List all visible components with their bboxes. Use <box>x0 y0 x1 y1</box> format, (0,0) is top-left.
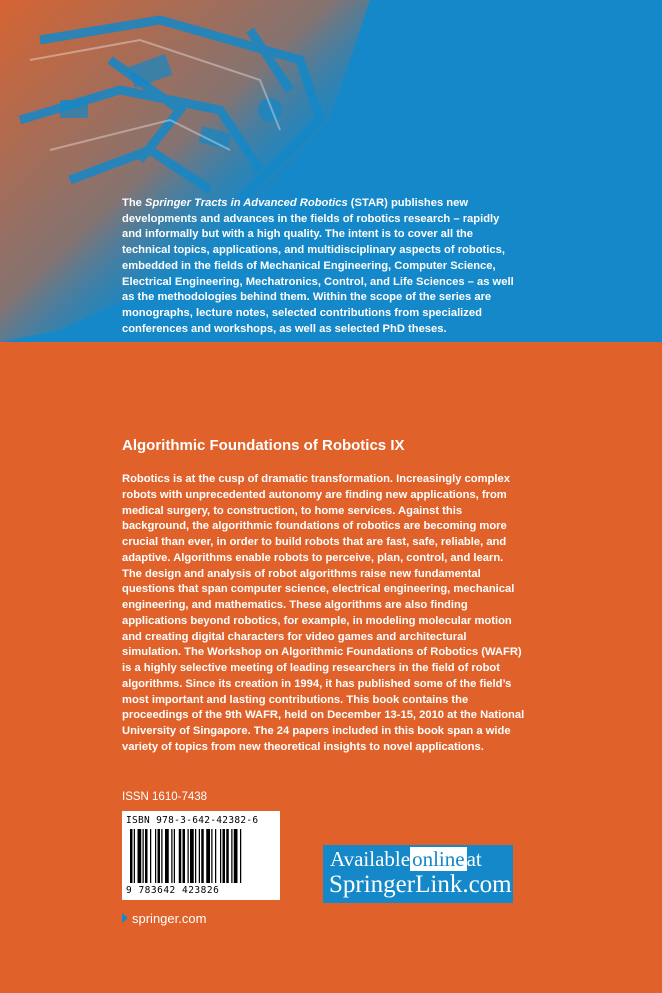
badge-line1: Availableonlineat <box>330 847 482 871</box>
barcode-bar <box>161 829 162 883</box>
barcode-bar <box>130 829 133 883</box>
barcode-bar <box>179 829 182 883</box>
series-name: Springer Tracts in Advanced Robotics <box>145 197 348 209</box>
barcode-bar <box>134 829 135 883</box>
barcode-bar <box>234 829 238 883</box>
barcode-bar <box>143 829 144 883</box>
barcode-bar <box>201 829 204 883</box>
series-description: The Springer Tracts in Advanced Robotics (STAR) publishes new developments and advances in the fields of robotics research – rapidly and informally but with a high quality. The intent is to cover all the technical topics, applications, and multidisciplinary aspects of robotics, embedded in the fields of Mechanical Engineering, Computer Science, Electrical Engineering, Mechatronics, Control, and Life Sciences – as well as the methodologies behind them. Within the scope of the series are monographs, lecture notes, selected contributions from specialized conferences and workshops, as well as selected PhD theses. <box>122 197 514 335</box>
barcode-bar <box>150 829 151 883</box>
book-title: Algorithmic Foundations of Robotics IX <box>122 437 405 454</box>
barcode-bar <box>223 829 226 883</box>
barcode-bar <box>174 829 175 883</box>
barcode <box>122 811 280 900</box>
barcode-bar <box>171 829 172 883</box>
barcode-digits: 9 783642 423826 <box>126 885 220 896</box>
available-online-badge[interactable] <box>323 845 513 903</box>
barcode-bar <box>183 829 186 883</box>
book-description: Robotics is at the cusp of dramatic transformation. Increasingly complex robots with unprecedented autonomy are finding new applications, from medical surgery, to construction, to home services. Against this background, the algorithmic foundations of robotics are becoming more crucial than ever, in order to build robots that are fast, safe, reliable, and adaptive. Algorithms enable robots to perceive, plan, control, and learn. The design and analysis of robot algorithms raise new fundamental questions that span computer science, electrical engineering, mechanical engineering, and mathematics. These algorithms are also finding applications beyond robotics, for example, in modeling molecular motion and creating digital characters for video games and architectural simulation. The Workshop on Algorithmic Foundations of Robotics (WAFR) is a highly selective meeting of leading researchers in the field of robot algorithms. Since its creation in 1994, it has published some of the field’s most important and lasting contributions. This book contains the proceedings of the 9th WAFR, held on December 13-15, 2010 at the National University of Singapore. The 24 papers included in this book span a wide variety of topics from new theoretical insights to novel applications. <box>122 473 525 753</box>
issn: ISSN 1610-7438 <box>122 791 208 803</box>
isbn-label: ISBN 978-3-642-42382-6 <box>126 815 259 826</box>
barcode-bar <box>165 829 169 883</box>
barcode-bar <box>231 829 232 883</box>
barcode-bars <box>130 829 272 883</box>
barcode-bar <box>240 829 241 883</box>
website-link[interactable]: springer.com <box>122 911 206 926</box>
barcode-bar <box>199 829 200 883</box>
barcode-bar <box>215 829 216 883</box>
barcode-bar <box>206 829 210 883</box>
barcode-bar <box>195 829 196 883</box>
barcode-bar <box>226 829 229 883</box>
barcode-bar <box>138 829 142 883</box>
barcode-bar <box>211 829 212 883</box>
barcode-bar <box>188 829 189 883</box>
badge-line2: SpringerLink.com <box>329 871 512 898</box>
barcode-bar <box>145 829 148 883</box>
barcode-bar <box>190 829 194 883</box>
barcode-bar <box>155 829 156 883</box>
barcode-bar <box>158 829 161 883</box>
barcode-bar <box>220 829 221 883</box>
chevron-right-icon <box>122 913 128 923</box>
